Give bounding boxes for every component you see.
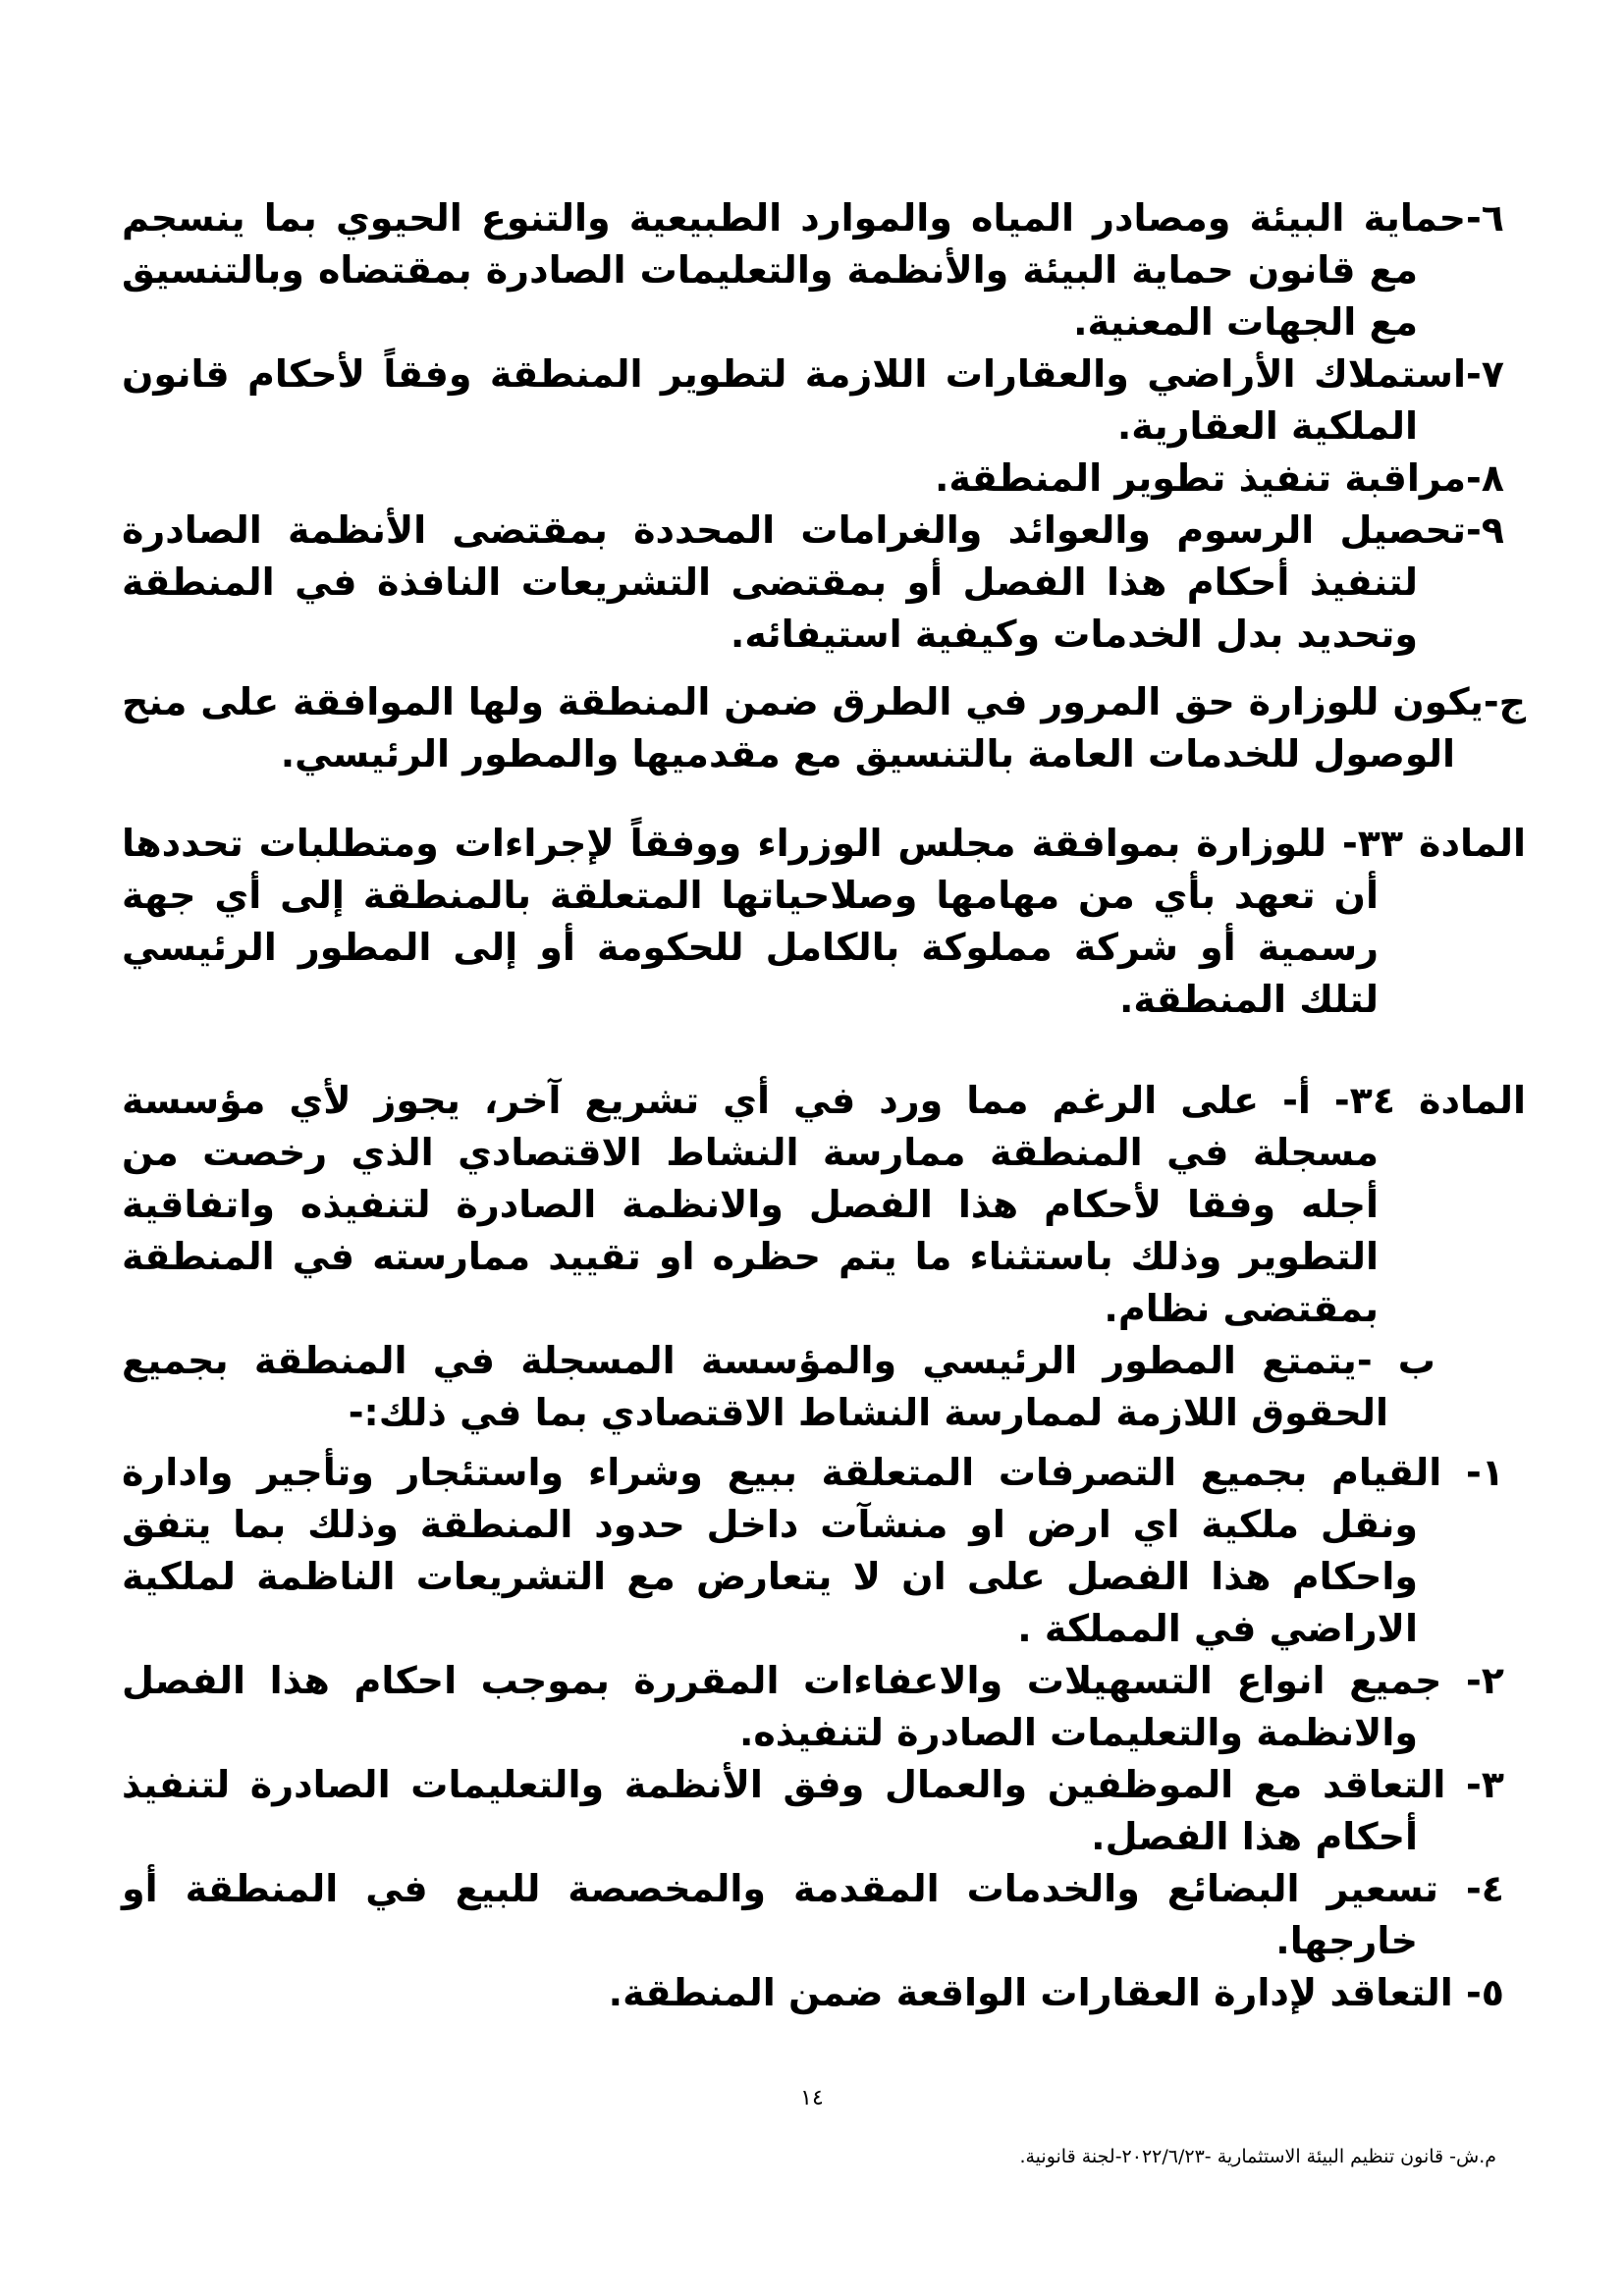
article-34-item-4: ٤- تسعير البضائع والخدمات المقدمة والمخصصة للبيع في المنطقة أو خارجها. <box>122 1867 1504 1962</box>
article-34-item-3: ٣- التعاقد مع الموظفين والعمال وفق الأنظمة والتعليمات الصادرة لتنفيذ أحكام هذا الفصل. <box>122 1763 1504 1858</box>
document-body <box>122 192 1526 2019</box>
page-number: ١٤ <box>800 2086 824 2110</box>
item-7: ٧-استملاك الأراضي والعقارات اللازمة لتطوير المنطقة وفقاً لأحكام قانون الملكية العقارية. <box>122 352 1504 448</box>
item-9: ٩-تحصيل الرسوم والعوائد والغرامات المحددة بمقتضى الأنظمة الصادرة لتنفيذ أحكام هذا الفصل أو بمقتضى التشريعات النافذة في المنطقة وتحديد بدل الخدمات وكيفية استيفائه. <box>122 508 1504 656</box>
article-34-item-1: ١- القيام بجميع التصرفات المتعلقة ببيع وشراء واستئجار وتأجير وادارة ونقل ملكية اي ارض او منشآت داخل حدود المنطقة وذلك بما يتفق واحكام هذا الفصل على ان لا يتعارض مع التشريعات الناظمة لملكية الاراضي في المملكة . <box>122 1451 1504 1650</box>
article-34-clause-b: ب -يتمتع المطور الرئيسي والمؤسسة المسجلة في المنطقة بجميع الحقوق اللازمة لممارسة النشاط الاقتصادي بما في ذلك:- <box>122 1339 1435 1434</box>
article-34-item-2: ٢- جميع انواع التسهيلات والاعفاءات المقررة بموجب احكام هذا الفصل والانظمة والتعليمات الصادرة لتنفيذه. <box>122 1659 1504 1754</box>
item-8: ٨-مراقبة تنفيذ تطوير المنطقة. <box>934 456 1504 500</box>
article-34-item-5: ٥- التعاقد لإدارة العقارات الواقعة ضمن المنطقة. <box>608 1971 1504 2014</box>
article-33: المادة ٣٣- للوزارة بموافقة مجلس الوزراء ووفقاً لإجراءات ومتطلبات تحددها أن تعهد بأي من مهامها وصلاحياتها المتعلقة بالمنطقة إلى أي جهة رسمية أو شركة مملوكة بالكامل للحكومة أو إلى المطور الرئيسي لتلك المنطقة. <box>122 822 1526 1021</box>
clause-j: ج-يكون للوزارة حق المرور في الطرق ضمن المنطقة ولها الموافقة على منح الوصول للخدمات العامة بالتنسيق مع مقدميها والمطور الرئيسي. <box>122 680 1526 775</box>
article-34-clause-a: المادة ٣٤- أ- على الرغم مما ورد في أي تشريع آخر، يجوز لأي مؤسسة مسجلة في المنطقة ممارسة النشاط الاقتصادي الذي رخصت من أجله وفقا لأحكام هذا الفصل والانظمة الصادرة لتنفيذه واتفاقية التطوير وذلك باستثناء ما يتم حظره او تقييد ممارسته في المنطقة بمقتضى نظام. <box>122 1079 1527 1330</box>
page-footer: م.ش- قانون تنظيم البيئة الاستثمارية -٢٠٢٢/٦/٢٣-لجنة قانونية. <box>1019 2146 1496 2167</box>
item-6: ٦-حماية البيئة ومصادر المياه والموارد الطبيعية والتنوع الحيوي بما ينسجم مع قانون حماية البيئة والأنظمة والتعليمات الصادرة بمقتضاه وبالتنسيق مع الجهات المعنية. <box>122 196 1504 344</box>
